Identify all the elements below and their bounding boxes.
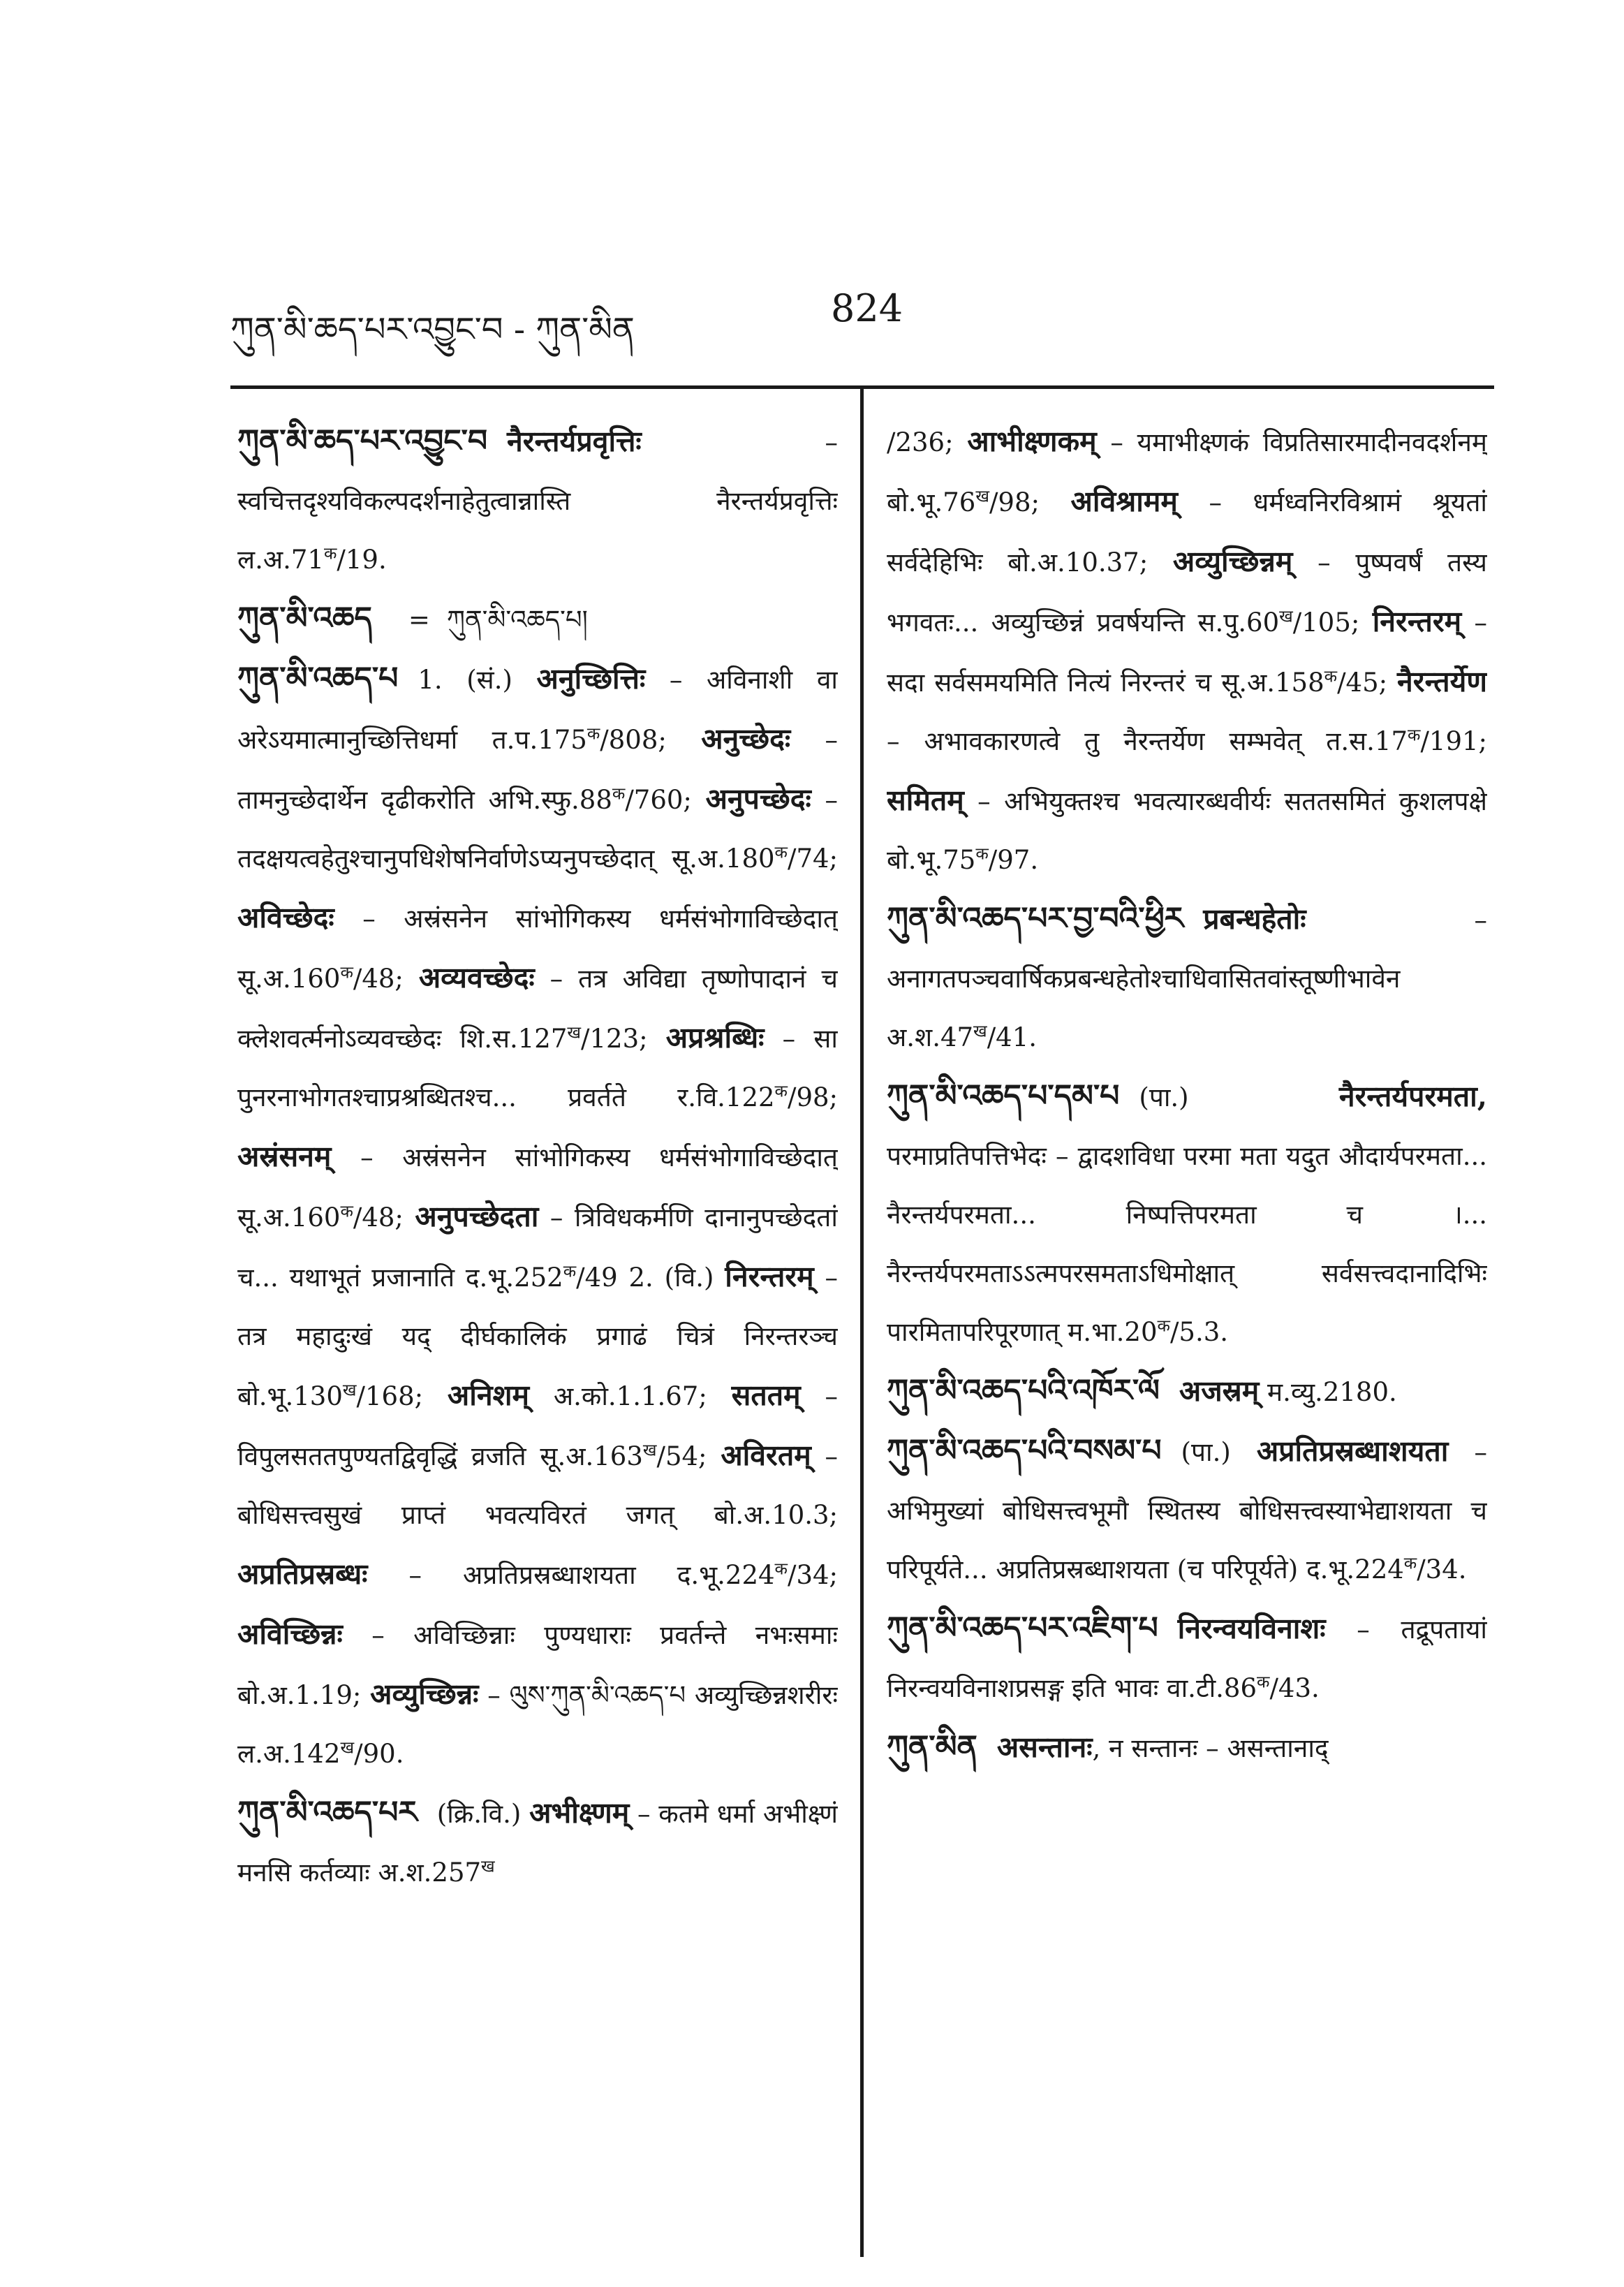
citation-text: – अभियुक्तश्च भवत्यारब्धवीर्यः सततसमितं कुशलपक्षे बो.भू.75 <box>887 786 1487 875</box>
citation-text: – धर्मध्वनिरविश्रामं श्रूयतां सर्वदेहिभिः बो.अ.10.37; <box>887 487 1487 578</box>
citation-text: /123; <box>581 1024 666 1054</box>
page-number: 824 <box>831 286 903 330</box>
entry-continuation <box>887 412 1487 890</box>
citation-text: /105; <box>1292 608 1373 638</box>
sanskrit-equivalent: अव्यवच्छेदः <box>418 961 535 994</box>
entry-ajasram <box>887 1362 1487 1422</box>
citation-text: /74; <box>787 844 838 874</box>
sanskrit-equivalent: प्रबन्धहेतोः <box>1203 902 1306 936</box>
citation-text: – अस्रंसनेन सांभोगिकस्य धर्मसंभोगाविच्छेदात् सू.अ.160 <box>237 1142 838 1233</box>
citation-text: /168; <box>356 1381 448 1411</box>
cross-reference: ཀུན་མི་འཆད་པ། <box>446 605 588 635</box>
headword-tibetan: ཀུན་མིན <box>887 1729 977 1765</box>
citation-text: – पुष्पवर्षं तस्य भगवतः... अव्युच्छिन्नं प्रवर्षयन्ति स.पु.60 <box>887 547 1487 638</box>
citation-text: /98; <box>787 1082 838 1112</box>
sanskrit-equivalent: अप्रतिप्रस्रब्धाशयता <box>1256 1434 1449 1468</box>
citation-text: /808; <box>600 725 702 755</box>
folio-side: क <box>340 962 353 983</box>
sanskrit-equivalent: आभीक्ष्णकम् <box>967 425 1097 458</box>
column-divider <box>860 385 864 2257</box>
citation-text: – तत्र महादुःखं यद् दीर्घकालिकं प्रगाढं चित्रं निरन्तरञ्च बो.भू.130 <box>237 1263 838 1411</box>
entry-niranvayavinasha <box>887 1599 1487 1718</box>
headword-tibetan: ཀུན་མི་འཆད་པའི་བསམ་པ <box>887 1433 1162 1469</box>
headword-tibetan: ཀུན་མི་འཆད་པ <box>237 661 399 696</box>
page-header <box>230 279 1487 356</box>
citation-text: – तदक्षयत्वहेतुश्चानुपधिशेषनिर्वाणेऽप्यनुपच्छेदात् सू.अ.180 <box>237 785 838 874</box>
sanskrit-equivalent: अनुपच्छेदः <box>705 782 811 816</box>
sanskrit-equivalent: अविच्छेदः <box>237 901 334 934</box>
citation-text: /41. <box>987 1022 1037 1052</box>
entry-nairantaryaparamata <box>887 1067 1487 1362</box>
citation-text: /34. <box>1417 1554 1467 1584</box>
headword-tibetan: ཀུན་མི་འཆད་པར་འཇིག་པ <box>887 1610 1158 1646</box>
sanskrit-equivalent: निरन्वयविनाशः <box>1177 1612 1326 1645</box>
citation-text: /5.3. <box>1169 1317 1229 1347</box>
sense-label: (पा.) <box>1139 1082 1339 1112</box>
citation-text: – कतमे धर्मा अभीक्ष्णं मनसि कर्तव्याः अ.श.257 <box>237 1799 838 1888</box>
sanskrit-equivalent: अभीक्ष्णम् <box>529 1796 630 1830</box>
entry-kun-mi-chad <box>237 589 838 649</box>
folio-side: क <box>563 1261 577 1281</box>
sanskrit-equivalent: अविच्छिन्नः <box>237 1617 343 1651</box>
folio-side: क <box>774 1081 788 1101</box>
citation-text: /191; <box>1420 726 1487 756</box>
sanskrit-equivalent: अस्रंसनम् <box>237 1140 332 1173</box>
citation-text: परमाप्रतिपत्तिभेदः – द्वादशविधा परमा मता यदुत औदार्यपरमता... नैरन्तर्यपरमता... निष्पत्तिपरमता च ।... नैरन्तर्यपरमताऽऽत्मपरसमताऽधिमोक्षात् सर्वसत्त्वदानादिभिः पारमितापरिपूरणात् म.भा.20 <box>887 1141 1487 1347</box>
headword-tibetan: ཀུན་མི་འཆད་པར་བྱ་བའི་ཕྱིར <box>887 901 1184 936</box>
sanskrit-equivalent: अव्युच्छिन्नम् <box>1172 545 1293 578</box>
sense-label: 1. (सं.) <box>418 665 537 695</box>
folio-side: क <box>1324 666 1338 686</box>
folio-side: क <box>1403 1553 1417 1573</box>
citation-text: अ.को.1.1.67; <box>529 1381 732 1411</box>
citation-text: – अविच्छिन्नाः पुण्यधाराः प्रवर्तन्ते नभःसमाः बो.अ.1.19; <box>237 1620 838 1710</box>
headword-tibetan: ཀུན་མི་འཆད་པ་དམ་པ <box>887 1078 1120 1114</box>
sense-label: (क्रि.वि.) <box>436 1799 530 1829</box>
sanskrit-equivalent: अप्रश्रब्धिः <box>665 1021 765 1054</box>
running-head: ཀུན་མི་ཆད་པར་འབྱུང་བ - ཀུན་མིན <box>230 310 635 349</box>
sense-label: (पा.) <box>1181 1437 1257 1467</box>
headword-tibetan: ཀུན་མི་འཆད་པར <box>237 1795 418 1830</box>
sanskrit-equivalent: अनुच्छित्तिः <box>536 662 646 696</box>
citation-text: /19. <box>337 545 387 575</box>
sanskrit-equivalent: अप्रतिप्रस्रब्धः <box>237 1557 368 1591</box>
sanskrit-equivalent: अनिशम् <box>447 1378 530 1412</box>
folio-side: क <box>1408 725 1421 745</box>
citation-text: – अनागतपञ्चवार्षिकप्रबन्धहेतोश्चाधिवासितवांस्तूष्णीभावेन अ.श.47 <box>887 905 1487 1052</box>
citation-text: /48; <box>353 964 419 994</box>
left-column <box>237 412 838 2256</box>
sanskrit-equivalent: समितम् <box>887 784 964 817</box>
folio-side: क <box>774 1559 788 1579</box>
citation-text: /34; <box>787 1560 838 1590</box>
folio-side: क <box>586 723 600 744</box>
citation-text: /236; <box>887 427 968 457</box>
sanskrit-equivalent: निरन्तरम् <box>1372 605 1462 638</box>
entry-prabandhahetoh <box>887 890 1487 1067</box>
sanskrit-equivalent: अनुपच्छेदता <box>415 1200 539 1233</box>
citation-text: /48; <box>353 1203 415 1233</box>
headword-tibetan: ཀུན་མི་འཆད་པའི་འཁོར་ལོ <box>887 1373 1160 1409</box>
sanskrit-equivalent: अजस्रम् <box>1179 1374 1260 1408</box>
citation-text: – ལུས་ཀུན་མི་འཆད་པ अव्युच्छिन्नशरीरः ल.अ.142 <box>237 1680 838 1769</box>
citation-text: /97. <box>988 845 1039 875</box>
sanskrit-equivalent: नैरन्तर्यपरमता, <box>1338 1080 1487 1113</box>
entry-kun-mi-chad-par <box>237 1784 838 1902</box>
entry-apratiprasrabdhashayata <box>887 1422 1487 1599</box>
equals-sign: = <box>408 605 430 635</box>
sanskrit-equivalent: असन्तानः <box>996 1730 1093 1764</box>
folio-side: ख <box>975 486 989 506</box>
folio-side: क <box>1257 1672 1270 1692</box>
sanskrit-equivalent: नैरन्तर्येण <box>1397 665 1487 698</box>
citation-text: /98; <box>989 487 1071 517</box>
folio-side: क <box>612 784 626 804</box>
citation-text: म.व्यु.2180. <box>1259 1377 1397 1407</box>
right-column <box>887 412 1487 2256</box>
folio-side: क <box>340 1201 353 1221</box>
citation-text: – अभावकारणत्वे तु नैरन्तर्येण सम्भवेत् त.स.17 <box>887 726 1408 756</box>
sanskrit-equivalent: सततम् <box>731 1378 801 1412</box>
citation-text: – विपुलसततपुण्यतद्विवृद्धिं व्रजति सू.अ.163 <box>237 1381 838 1471</box>
folio-side: क <box>323 543 337 564</box>
entry-kun-mi-chad-pa <box>237 649 838 1784</box>
folio-side: ख <box>481 1856 495 1876</box>
sanskrit-equivalent: नैरन्तर्यप्रवृत्तिः <box>507 425 642 458</box>
headword-tibetan: ཀུན་མི་འཆད <box>237 601 372 636</box>
citation-text: /90. <box>354 1739 404 1769</box>
citation-text: /43. <box>1269 1673 1320 1703</box>
citation-text: – बोधिसत्त्वसुखं प्राप्तं भवत्यविरतं जगत् बो.अ.10.3; <box>237 1441 838 1530</box>
folio-side: क <box>975 844 989 864</box>
citation-text: – यमाभीक्ष्णकं विप्रतिसारमादीनवदर्शनम् बो.भू.76 <box>887 427 1487 517</box>
folio-side: ख <box>973 1021 987 1041</box>
citation-text: – तद्रूपतायां निरन्वयविनाशप्रसङ्ग इति भावः वा.टी.86 <box>887 1615 1487 1703</box>
folio-side: ख <box>1279 606 1293 626</box>
citation-text: /54; <box>656 1441 721 1471</box>
citation-text: – स्वचित्तदृश्यविकल्पदर्शनाहेतुत्वान्नास्ति नैरन्तर्यप्रवृत्तिः ल.अ.71 <box>237 427 838 575</box>
citation-text: – सदा सर्वसमयमिति नित्यं निरन्तरं च सू.अ.158 <box>887 608 1487 698</box>
citation-text: – त्रिविधकर्मणि दानानुपच्छेदतां च... यथाभूतं प्रजानाति द.भू.252 <box>237 1203 838 1293</box>
citation-text: /760; <box>625 785 706 815</box>
sanskrit-equivalent: अविरतम् <box>721 1439 811 1472</box>
folio-side: ख <box>342 1380 357 1400</box>
entry-kun-min <box>887 1718 1487 1778</box>
citation-text: – अप्रतिप्रस्रब्धाशयता द.भू.224 <box>367 1560 775 1590</box>
folio-side: ख <box>567 1022 582 1043</box>
folio-side: क <box>774 842 788 862</box>
citation-text: – तामनुच्छेदार्थेन दृढीकरोति अभि.स्फु.88 <box>237 725 838 815</box>
citation-text: – तत्र अविद्या तृष्णोपादानं च क्लेशवर्त्मनोऽव्यवच्छेदः शि.स.127 <box>237 964 838 1054</box>
citation-text: – अस्रंसनेन सांभोगिकस्य धर्मसंभोगाविच्छेदात् सू.अ.160 <box>237 904 838 994</box>
folio-side: क <box>1157 1316 1170 1336</box>
sanskrit-equivalent: निरन्तरम् <box>725 1260 814 1293</box>
citation-text: /45; <box>1337 668 1398 698</box>
citation-text: – सा पुनरनाभोगतश्चाप्रश्रब्धितश्च... प्रवर्तते र.वि.122 <box>237 1024 838 1112</box>
folio-side: ख <box>340 1737 355 1758</box>
citation-text: – अभिमुख्यां बोधिसत्त्वभूमौ स्थितस्य बोधिसत्त्वस्याभेद्याशयता च परिपूर्यते... अप्रतिप्रस्रब्धाशयता (च परिपूर्यते) द.भू.224 <box>887 1437 1487 1584</box>
headword-tibetan: ཀུན་མི་ཆད་པར་འབྱུང་བ <box>237 423 488 459</box>
folio-side: ख <box>642 1440 657 1460</box>
citation-text: – अविनाशी वा अरेऽयमात्मानुच्छित्तिधर्मा त.प.175 <box>237 665 838 755</box>
sanskrit-equivalent: अव्युच्छिन्नः <box>370 1677 479 1711</box>
sanskrit-equivalent: अविश्रामम् <box>1070 485 1178 518</box>
sanskrit-equivalent: अनुच्छेदः <box>701 722 791 756</box>
citation-text: , न सन्तानः – असन्तानाद् <box>1092 1733 1329 1763</box>
entry-nairantaryapravrtti <box>237 412 838 589</box>
citation-text: /49 2. (वि.) <box>576 1263 725 1293</box>
